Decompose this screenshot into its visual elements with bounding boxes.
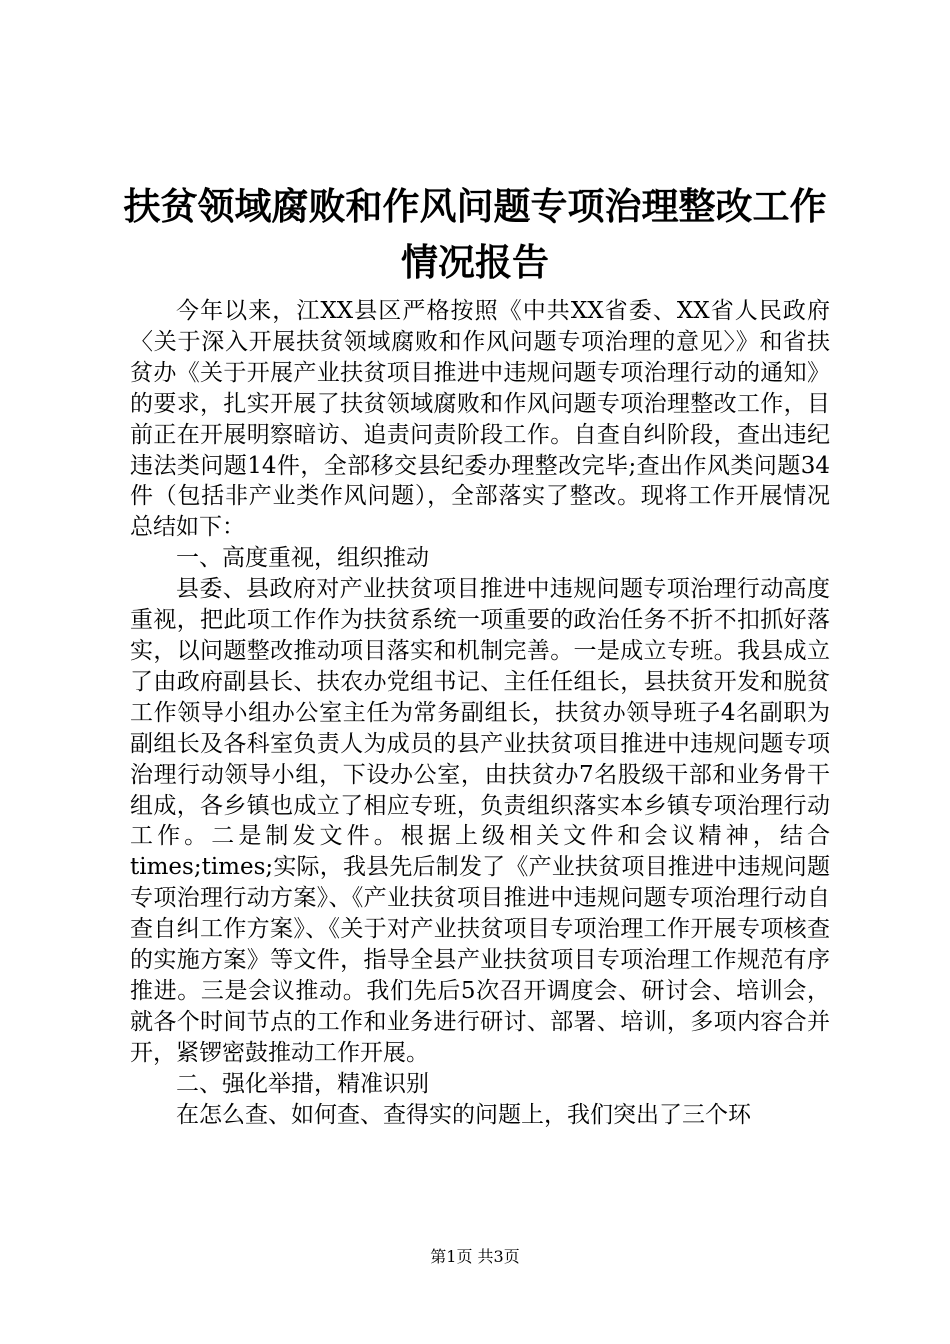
section-heading-1: 一、高度重视，组织推动 xyxy=(176,545,429,572)
paragraph-section-1: 县委、县政府对产业扶贫项目推进中违规问题专项治理行动高度重视，把此项工作作为扶贫系统一项重要的政治任务不折不扣抓好落实，以问题整改推动项目落实和机制完善。一是成立专班。我县成立了由政府副县长、扶农办党组书记、主任任组长，县扶贫开发和脱贫工作领导小组办公室主任为常务副组长，扶贫办领导班子4名副职为副组长及各科室负责人为成员的县产业扶贫项目推进中违规问题专项治理行动领导小组，下设办公室，由扶贫办7名股级干部和业务骨干组成，各乡镇也成立了相应专班，负责组织落实本乡镇专项治理行动工作。二是制发文件。根据上级相关文件和会议精神，结合times;times;实际，我县先后制发了《产业扶贫项目推进中违规问题专项治理行动方案》、《产业扶贫项目推进中违规问题专项治理行动自查自纠工作方案》、《关于对产业扶贫项目专项治理工作开展专项核查的实施方案》等文件，指导全县产业扶贫项目专项治理工作规范有序推进。三是会议推动。我们先后5次召开调度会、研讨会、培训会，就各个时间节点的工作和业务进行研讨、部署、培训，多项内容合并开，紧锣密鼓推动工作开展。 xyxy=(130,576,830,1066)
page-footer: 第1页 共3页 xyxy=(430,1247,520,1266)
document-title: 扶贫领域腐败和作风问题专项治理整改工作情况报告 xyxy=(123,184,827,284)
paragraph-section-2: 在怎么查、如何查、查得实的问题上，我们突出了三个环 xyxy=(176,1101,751,1128)
document-body xyxy=(130,296,830,1130)
section-heading-2: 二、强化举措，精准识别 xyxy=(176,1070,429,1097)
paragraph-intro: 今年以来，江XX县区严格按照《中共XX省委、XX省人民政府〈关于深入开展扶贫领域腐败和作风问题专项治理的意见〉》和省扶贫办《关于开展产业扶贫项目推进中违规问题专项治理行动的通知》的要求，扎实开展了扶贫领域腐败和作风问题专项治理整改工作，目前正在开展明察暗访、追责问责阶段工作。自查自纠阶段，查出违纪违法类问题14件，全部移交县纪委办理整改完毕;查出作风类问题34件（包括非产业类作风问题），全部落实了整改。现将工作开展情况总结如下： xyxy=(130,298,830,541)
